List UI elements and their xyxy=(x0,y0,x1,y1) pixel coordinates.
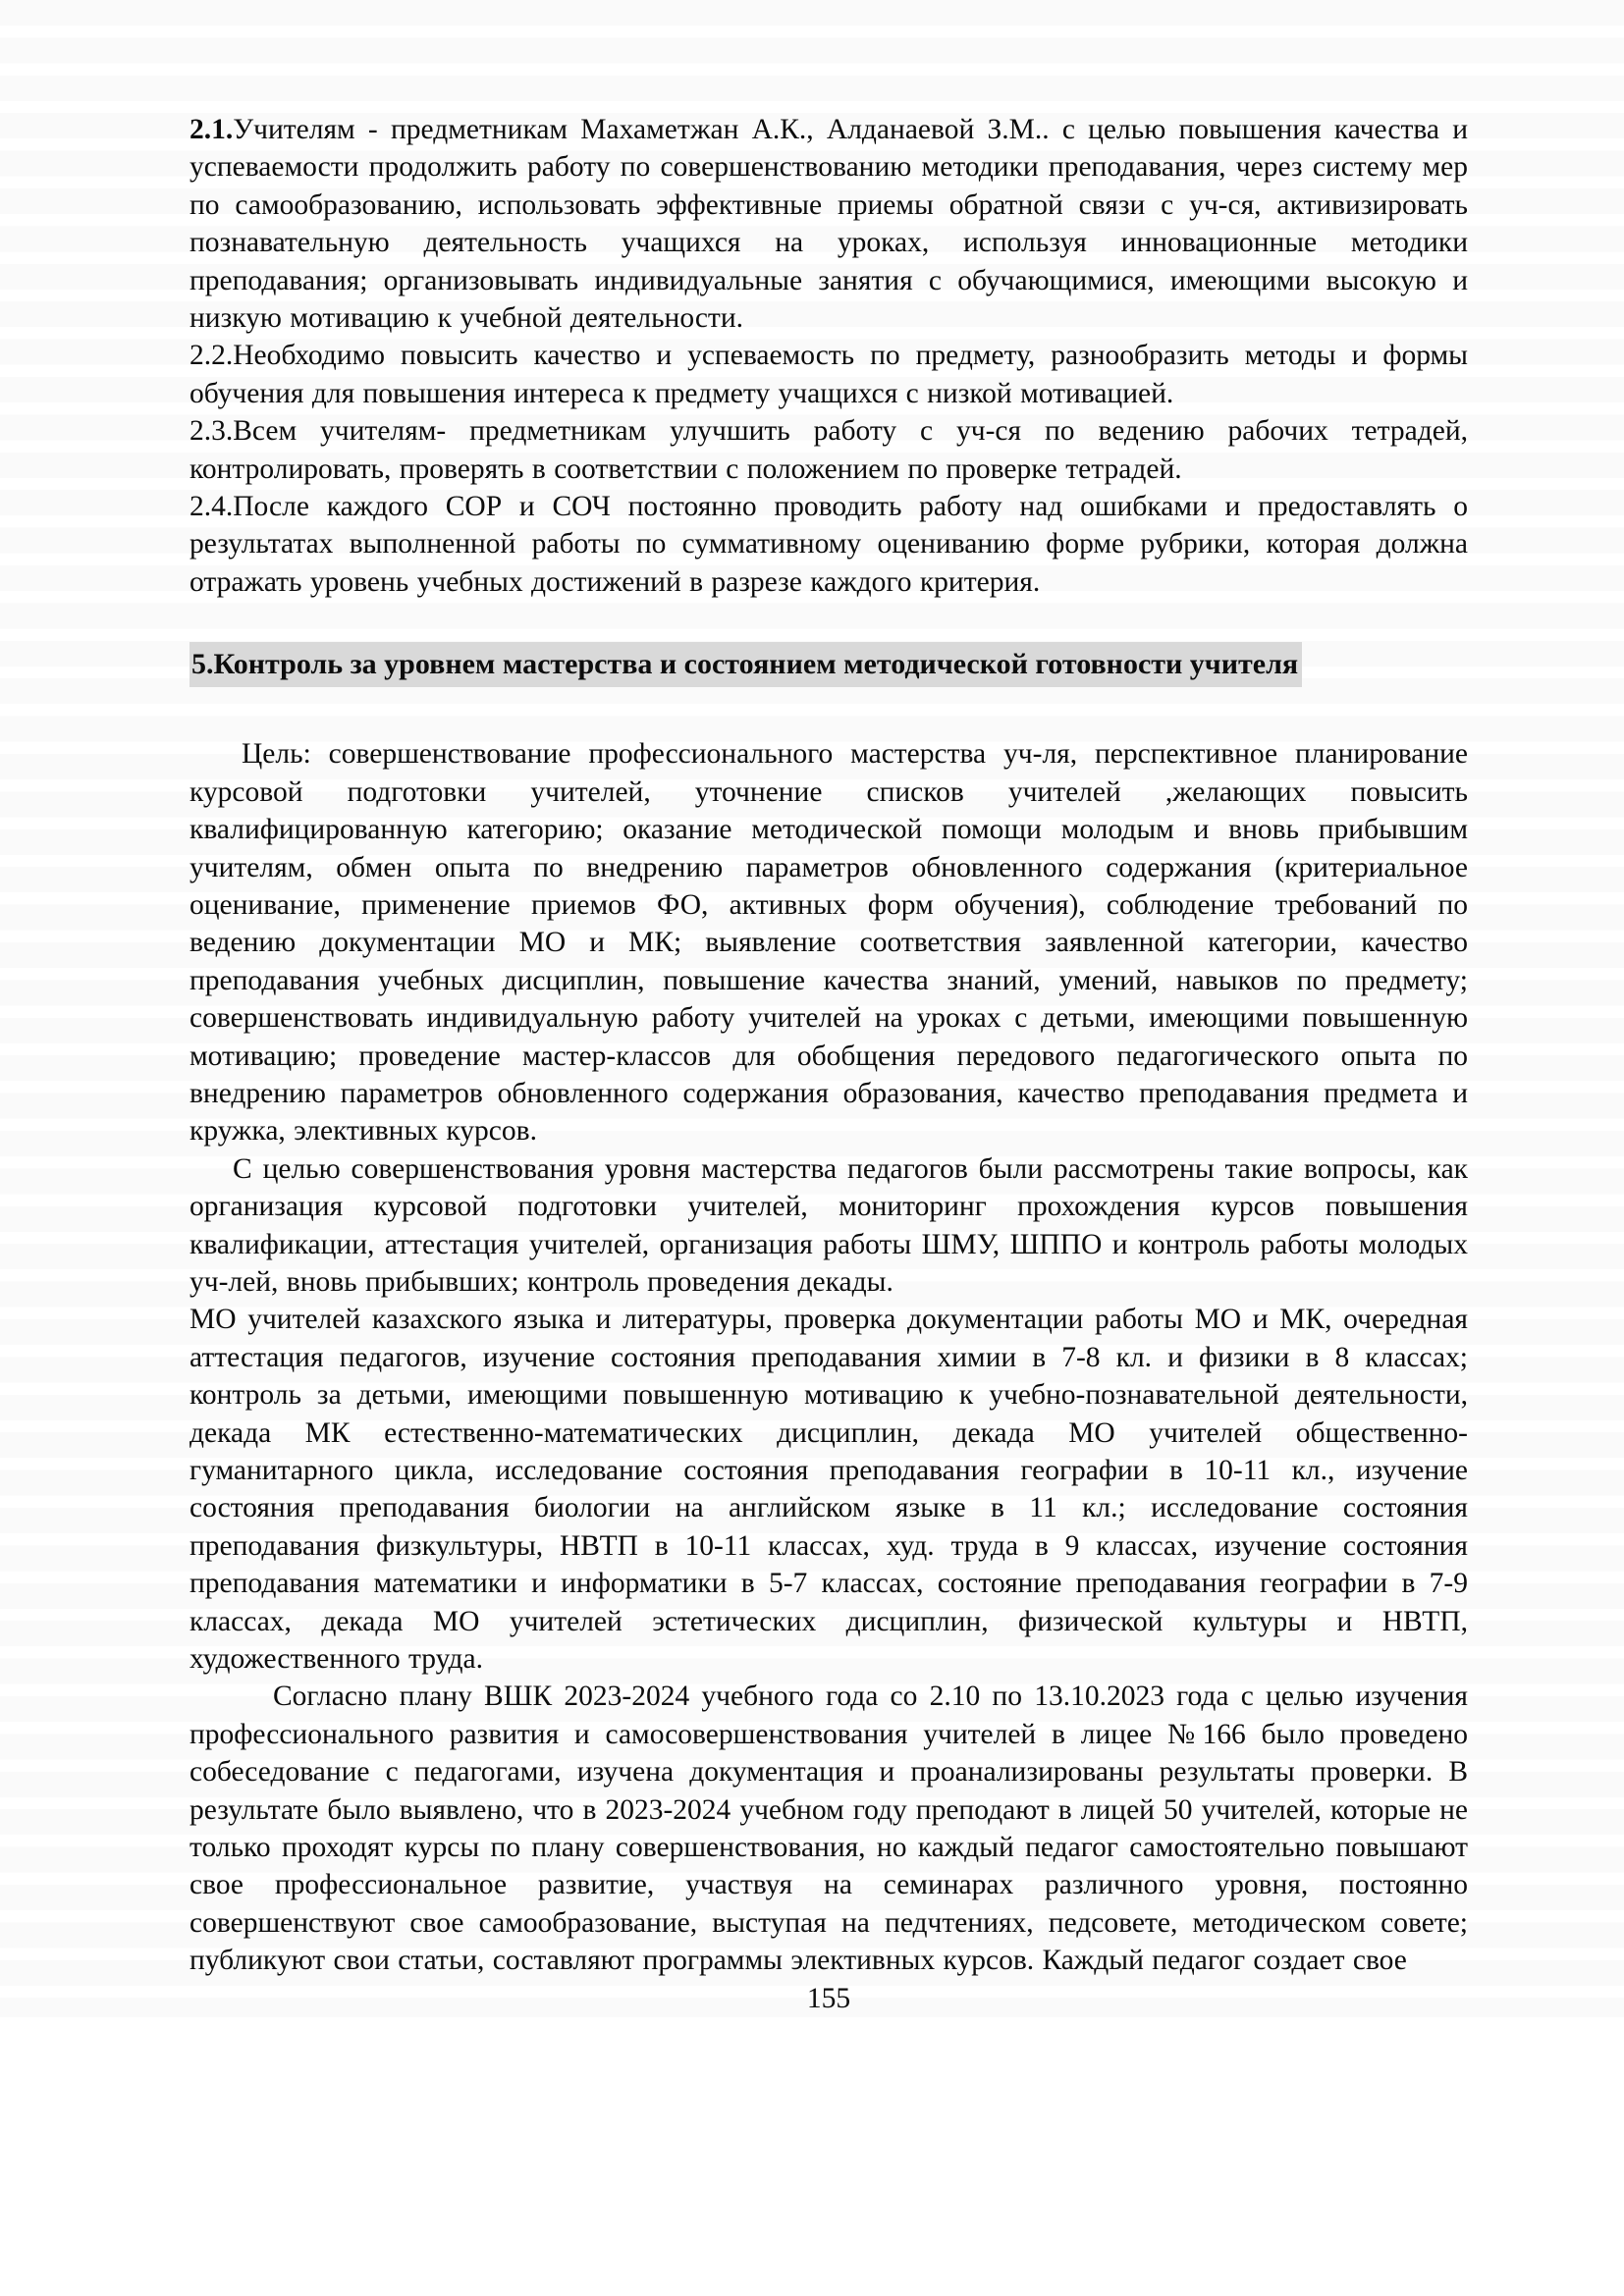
page-number: 155 xyxy=(806,1982,851,2014)
section-5-heading xyxy=(189,642,1468,686)
paragraph-2-1 xyxy=(189,111,1468,337)
paragraph-2-2: 2.2.Необходимо повысить качество и успеваемость по предмету, разнообразить методы и формы обучения для повышения интереса к предмету учащихся с низкой мотивацией. xyxy=(189,340,1468,409)
paragraph-mo-activities: МО учителей казахского языка и литературы, проверка документации работы МО и МК, очередная аттестация педагогов, изучение состояния преподавания химии в 7-8 кл. и физики в 8 классах; контроль за детьми, имеющими повышенную мотивацию к учебно-познавательной деятельности, декада МК естественно-математических дисциплин, декада МО учителей общественно-гуманитарного цикла, исследование состояния преподавания географии в 10-11 кл., изучение состояния преподавания биологии на английском языке в 11 кл.; исследование состояния преподавания физкультуры, НВТП в 10-11 классах, худ. труда в 9 классах, изучение состояния преподавания математики и информатики в 5-7 классах, состояние преподавания географии в 7-9 классах, декада МО учителей эстетических дисциплин, физической культуры и НВТП, художественного труда. xyxy=(189,1304,1468,1676)
paragraph-2-1-text: Учителям - предметникам Махаметжан А.К., Алданаевой З.М.. с целью повышения качества и успеваемости продолжить работу по совершенствованию методики преподавания, через систему мер по самообразованию, использовать эффективные приемы обратной связи с уч-ся, активизировать познавательную деятельность учащихся на уроках, используя инновационные методики преподавания; организовывать индивидуальные занятия с обучающимися, имеющими высокую и низкую мотивацию к учебной деятельности. xyxy=(189,114,1468,335)
paragraph-2-3: 2.3.Всем учителям- предметникам улучшить работу с уч-ся по ведению рабочих тетрадей, контролировать, проверять в соответствии с положением по проверке тетрадей. xyxy=(189,415,1468,485)
paragraph-vshk-plan: Согласно плану ВШК 2023-2024 учебного года со 2.10 по 13.10.2023 года с целью изучения профессионального развития и самосовершенствования учителей в лицее №166 было проведено собеседование с педагогами, изучена документация и проанализированы результаты проверки. В результате было выявлено, что в 2023-2024 учебном году преподают в лицей 50 учителей, которые не только проходят курсы по плану совершенствования, но каждый педагог самостоятельно повышают свое профессиональное развитие, участвуя на семинарах различного уровня, постоянно совершенствуют свое самообразование, выступая на педчтениях, педсовете, методическом совете; публикуют свои статьи, составляют программы элективных курсов. Каждый педагог создает свое xyxy=(189,1681,1468,1977)
paragraph-2-1-number: 2.1. xyxy=(189,114,234,145)
section-5-heading-highlight: 5.Контроль за уровнем мастерства и состоянием методической готовности учителя xyxy=(189,642,1302,687)
paragraph-mastery-review: С целью совершенствования уровня мастерства педагогов были рассмотрены такие вопросы, как организация курсовой подготовки учителей, мониторинг прохождения курсов повышения квалификации, аттестация учителей, организация работы ШМУ, ШППО и контроль работы молодых уч-лей, вновь прибывших; контроль проведения декады. xyxy=(189,1152,1468,1298)
paragraph-2-4: 2.4.После каждого СОР и СОЧ постоянно проводить работу над ошибками и предоставлять о результатах выполненной работы по суммативному оцениванию форме рубрики, которая должна отражать уровень учебных достижений в разрезе каждого критерия. xyxy=(189,491,1468,598)
paragraph-goal: Цель: совершенствование профессионального мастерства уч-ля, перспективное планирование курсовой подготовки учителей, уточнение списков учителей ,желающих повысить квалифицированную категорию; оказание методической помощи молодым и вновь прибывшим учителям, обмен опыта по внедрению параметров обновленного содержания (критериальное оценивание, применение приемов ФО, активных форм обучения), соблюдение требований по ведению документации МО и МК; выявление соответствия заявленной категории, качество преподавания учебных дисциплин, повышение качества знаний, умений, навыков по предмету; совершенствовать индивидуальную работу учителей на уроках с детьми, имеющими повышенную мотивацию; проведение мастер-классов для обобщения передового педагогического опыта по внедрению параметров обновленного содержания образования, качество преподавания предмета и кружка, элективных курсов. xyxy=(189,738,1468,1148)
